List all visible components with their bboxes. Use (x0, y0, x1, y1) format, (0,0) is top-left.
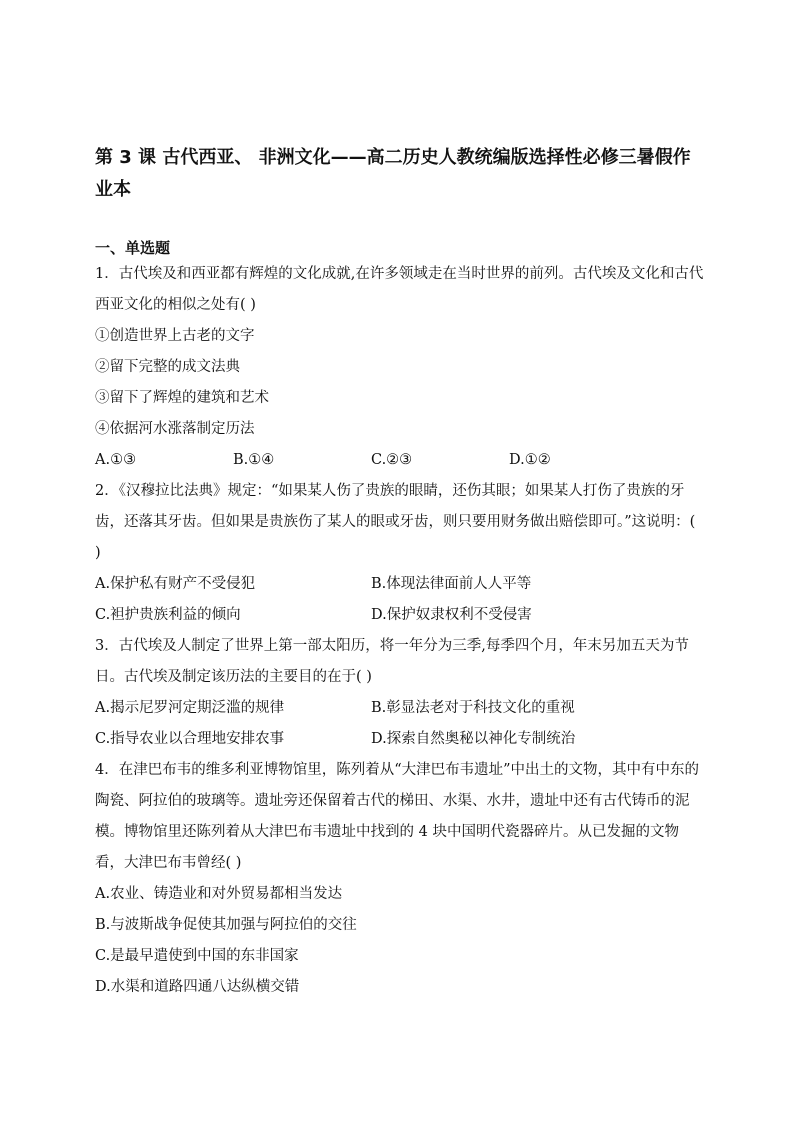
question-2 (95, 476, 705, 631)
option-d: D.①② (509, 452, 551, 468)
question-4 (95, 755, 705, 1003)
option-a: A.揭示尼罗河定期泛滥的规律 (95, 700, 285, 716)
option-b: B.①④ (233, 452, 275, 468)
option-b: B.体现法律面前人人平等 (371, 576, 532, 592)
answer-options (95, 569, 705, 600)
option-c: C.②③ (371, 452, 413, 468)
option-b: B.与波斯战争促使其加强与阿拉伯的交往 (95, 917, 357, 933)
question-stem: 2．《汉穆拉比法典》规定：“如果某人伤了贵族的眼睛，还伤其眼；如果某人打伤了贵族的牙齿，还落其牙齿。但如果是贵族伤了某人的眼或牙齿，则只要用财务做出赔偿即可。”这说明：( ) (95, 483, 696, 561)
option-a: A.保护私有财产不受侵犯 (95, 576, 256, 592)
answer-options (95, 693, 705, 724)
option-d: D.探索自然奥秘以神化专制统治 (371, 731, 576, 747)
statement-item: ③留下了辉煌的建筑和艺术 (95, 390, 269, 406)
option-b: B.彰显法老对于科技文化的重视 (371, 700, 575, 716)
section-heading: 一、单选题 (95, 239, 171, 257)
question-1 (95, 259, 705, 476)
option-c: C.袒护贵族利益的倾向 (95, 607, 241, 623)
statement-item: ①创造世界上古老的文字 (95, 328, 255, 344)
option-c: C.是最早遣使到中国的东非国家 (95, 948, 299, 964)
option-d: D.保护奴隶权利不受侵害 (371, 607, 532, 623)
question-stem: 4．在津巴布韦的维多利亚博物馆里，陈列着从“大津巴布韦遗址”中出土的文物，其中有中东的陶瓷、阿拉伯的玻璃等。遗址旁还保留着古代的梯田、水渠、水井，遗址中还有古代铸币的泥模。博物馆里还陈列着从大津巴布韦遗址中找到的 4 块中国明代瓷器碎片。从已发掘的文物看，大津巴布韦曾经( ) (95, 762, 700, 871)
option-d: D.水渠和道路四通八达纵横交错 (95, 979, 300, 995)
answer-options (95, 600, 705, 631)
statement-item: ②留下完整的成文法典 (95, 359, 240, 375)
statement-item: ④依据河水涨落制定历法 (95, 421, 255, 437)
option-a: A.①③ (95, 452, 137, 468)
answer-options (95, 445, 705, 476)
answer-options (95, 724, 705, 755)
document-title: 第 3 课 古代西亚、 非洲文化——高二历史人教统编版选择性必修三暑假作业本 (95, 147, 691, 200)
question-stem: 3．古代埃及人制定了世界上第一部太阳历，将一年分为三季,每季四个月，年末另加五天为节日。古代埃及制定该历法的主要目的在于( ) (95, 638, 689, 685)
question-3 (95, 631, 705, 755)
question-stem: 1．古代埃及和西亚都有辉煌的文化成就,在许多领域走在当时世界的前列。古代埃及文化和古代西亚文化的相似之处有( ) (95, 266, 704, 313)
document-page (95, 142, 705, 1003)
option-a: A.农业、铸造业和对外贸易都相当发达 (95, 886, 343, 902)
option-c: C.指导农业以合理地安排农事 (95, 731, 285, 747)
